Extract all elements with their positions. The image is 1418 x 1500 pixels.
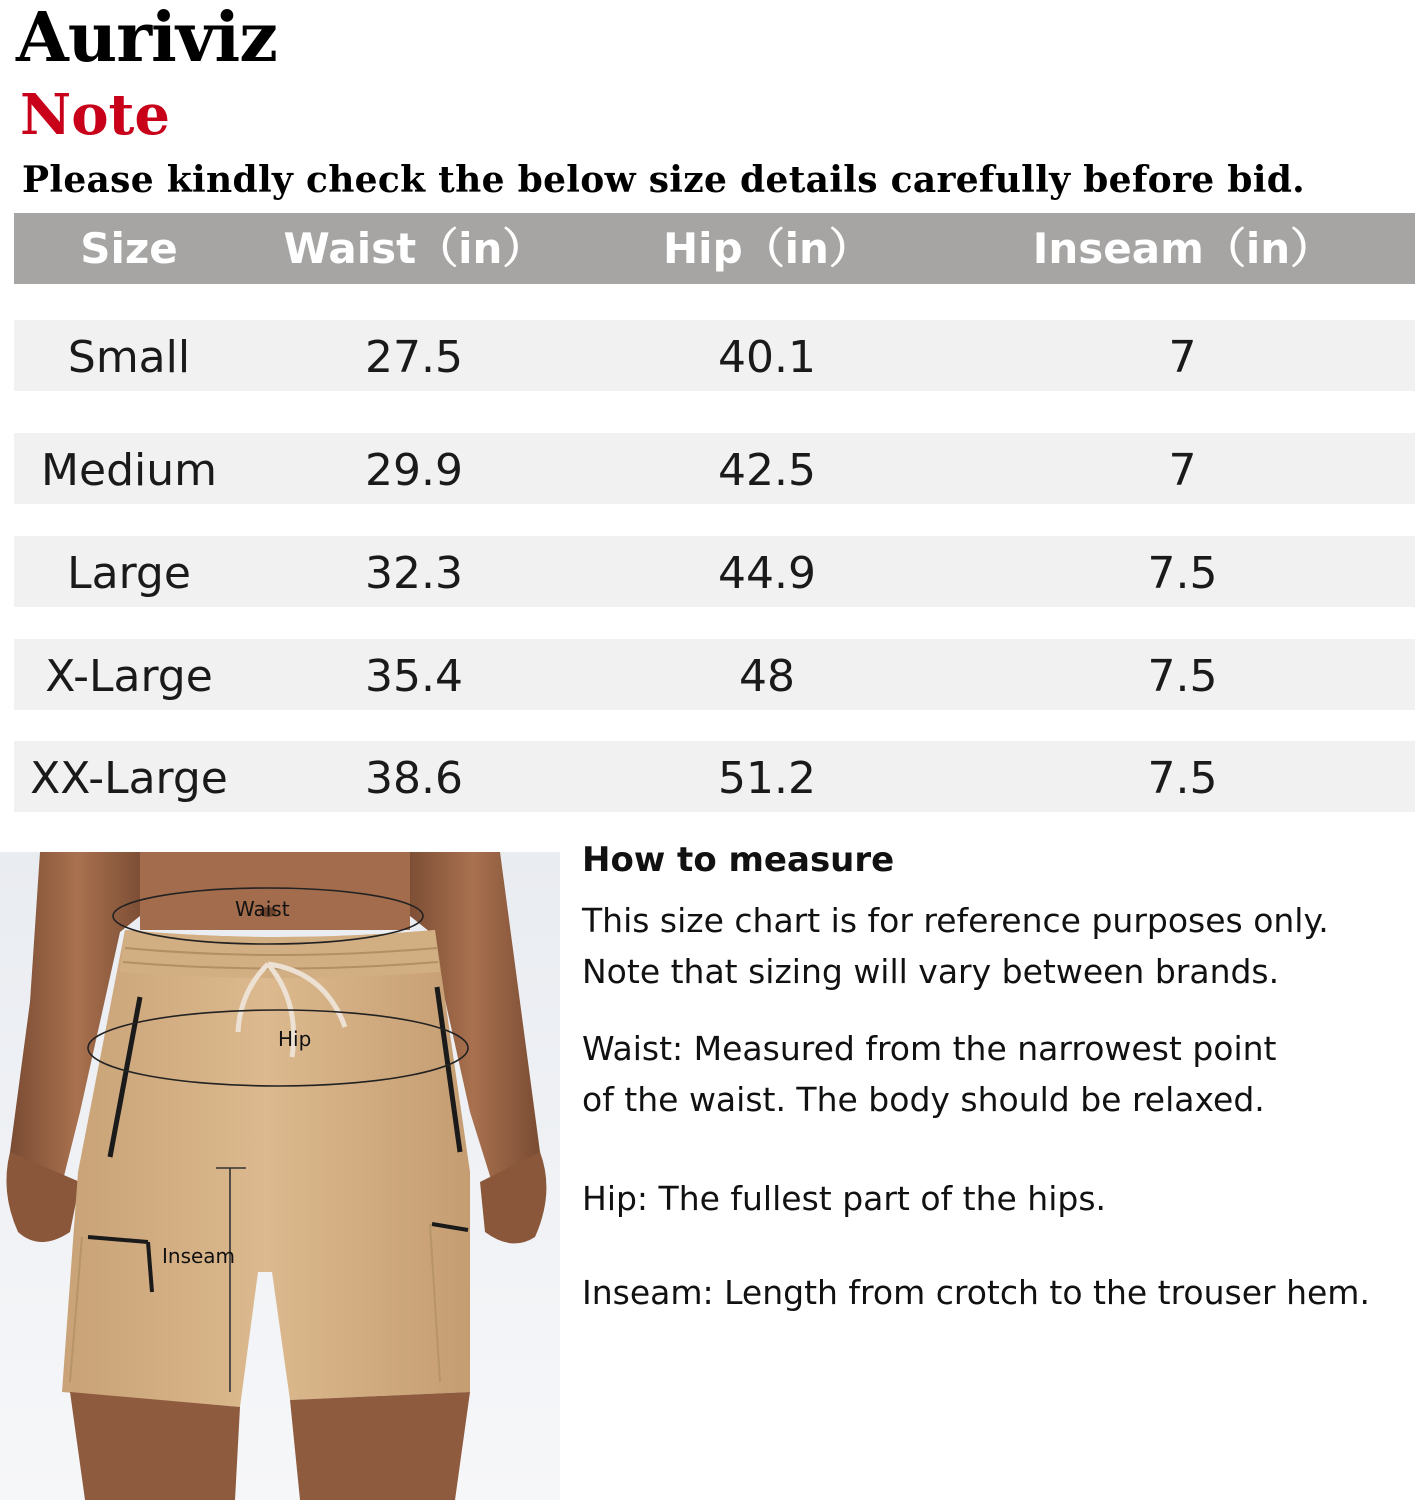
cell-size: X-Large [45, 651, 213, 702]
intro-line-2: Note that sizing will vary between brands. [582, 952, 1280, 991]
hip-label: Hip [278, 1027, 312, 1051]
cell-waist: 29.9 [365, 445, 463, 496]
waist-description-line-1: Waist: Measured from the narrowest point [582, 1029, 1277, 1068]
header-waist: Waist（in） [283, 224, 545, 273]
intro-line-1: This size chart is for reference purposes only. [582, 901, 1329, 940]
notice-text: Please kindly check the below size details carefully before bid. [22, 159, 1306, 201]
header-size: Size [80, 224, 178, 273]
cell-waist: 32.3 [365, 548, 463, 599]
inseam-description: Inseam: Length from crotch to the trouser hem. [582, 1273, 1370, 1312]
table-row [14, 639, 1415, 710]
inseam-label: Inseam [162, 1244, 236, 1268]
cell-inseam: 7.5 [1147, 753, 1218, 804]
cell-inseam: 7.5 [1147, 548, 1218, 599]
cell-hip: 42.5 [718, 445, 816, 496]
how-to-measure-title: How to measure [582, 840, 895, 880]
cell-waist: 27.5 [365, 332, 463, 383]
table-row [14, 320, 1415, 391]
cell-hip: 40.1 [718, 332, 816, 383]
size-table-header [14, 213, 1415, 284]
cell-size: Small [67, 332, 191, 383]
cell-hip: 51.2 [718, 753, 816, 804]
waist-description-line-2: of the waist. The body should be relaxed. [582, 1080, 1265, 1119]
header-inseam: Inseam（in） [1032, 224, 1333, 273]
cell-hip: 48 [739, 651, 795, 702]
table-row [14, 433, 1415, 504]
header-hip: Hip（in） [663, 224, 871, 273]
cell-hip: 44.9 [718, 548, 816, 599]
cell-inseam: 7 [1168, 332, 1197, 383]
cell-inseam: 7 [1168, 445, 1197, 496]
waist-label: Waist [235, 897, 290, 921]
table-row [14, 536, 1415, 607]
product-photo [0, 852, 560, 1500]
note-title: Note [20, 82, 171, 148]
cell-size: XX-Large [30, 753, 228, 804]
cell-size: Large [67, 548, 191, 599]
shorts-illustration [0, 852, 560, 1500]
cell-waist: 35.4 [365, 651, 463, 702]
cell-inseam: 7.5 [1147, 651, 1218, 702]
cell-waist: 38.6 [365, 753, 463, 804]
hip-description: Hip: The fullest part of the hips. [582, 1179, 1107, 1218]
table-row [14, 741, 1415, 812]
brand-logo: Auriviz [16, 0, 277, 78]
cell-size: Medium [41, 445, 217, 496]
